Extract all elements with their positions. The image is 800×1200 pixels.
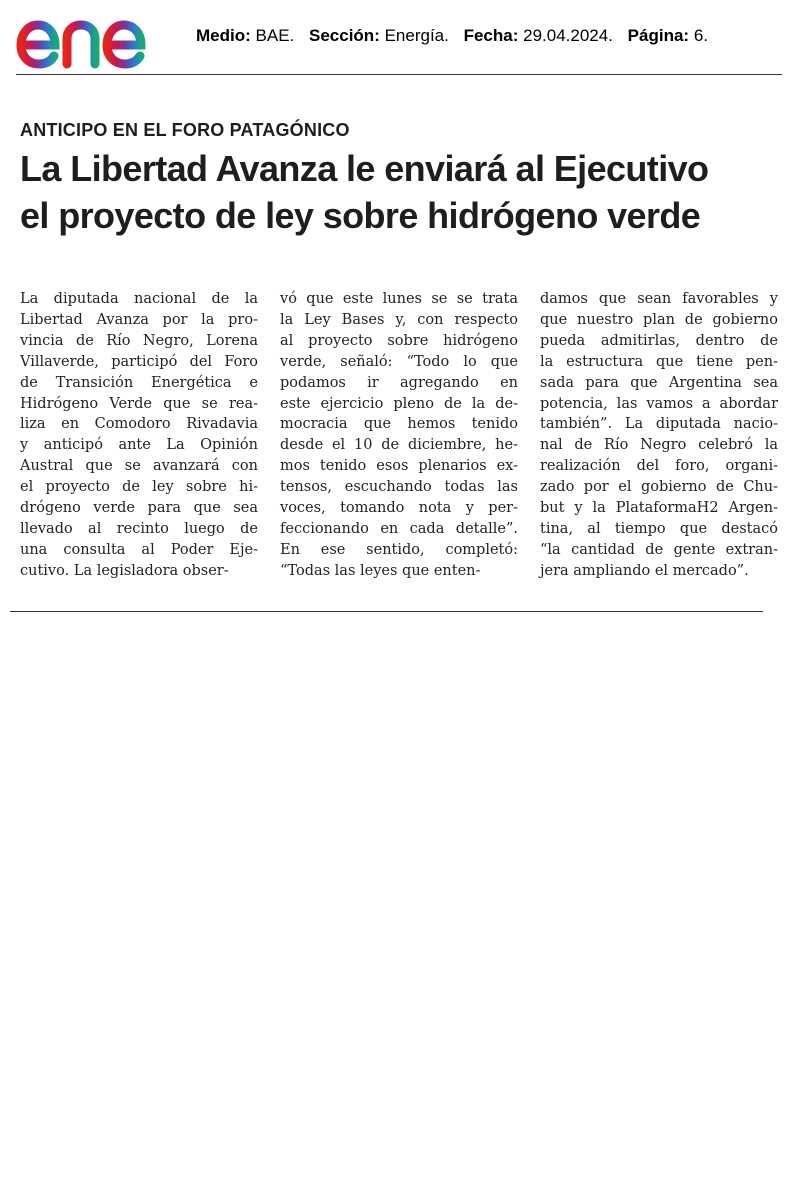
article-line: desde el 10 de diciembre, he- <box>280 437 518 454</box>
article-line: “Todas las leyes que enten- <box>280 562 481 579</box>
article-line: En ese sentido, completó: <box>280 541 518 558</box>
fecha-label: Fecha: <box>463 26 519 45</box>
article-line: y anticipó ante La Opinión <box>20 437 258 454</box>
publication-metadata <box>196 26 708 46</box>
fecha-value: 29.04.2024. <box>523 26 613 45</box>
article-line: podamos ir agregando en <box>280 374 518 391</box>
article-line: mos tenido esos plenarios ex- <box>280 458 518 475</box>
article-line: el proyecto de ley sobre hi- <box>20 479 258 496</box>
article-column-3 <box>540 289 778 582</box>
article-line: voces, tomando nota y per- <box>280 500 518 517</box>
article-line: también”. La diputada nacio- <box>540 416 778 433</box>
article-line: drógeno verde para que sea <box>20 500 258 517</box>
article-line: La diputada nacional de la <box>20 291 258 307</box>
pagina-value: 6. <box>693 26 708 45</box>
article-line: que nuestro plan de gobierno <box>540 311 778 328</box>
article-line: una consulta al Poder Eje- <box>20 541 258 558</box>
article-line: mocracia que hemos tenido <box>280 416 518 433</box>
article-line: nal de Río Negro celebró la <box>540 437 778 454</box>
enel-logo-mark <box>16 8 180 70</box>
article-column-1 <box>20 289 258 582</box>
article-line: la Ley Bases y, con respecto <box>280 311 518 328</box>
pagina-label: Página: <box>627 26 690 45</box>
article-line: liza en Comodoro Rivadavia <box>20 416 258 433</box>
article-line: vó que este lunes se se trata <box>280 291 518 307</box>
article-body <box>20 289 778 582</box>
article-line: Austral que se avanzará con <box>20 458 258 475</box>
article-line: realización del foro, organi- <box>540 458 778 475</box>
article-line: zado por el gobierno de Chu- <box>540 479 778 496</box>
article-line: la estructura que tiene pen- <box>540 353 778 370</box>
article-headline <box>20 145 780 239</box>
article-line: “la cantidad de gente extran- <box>540 541 778 558</box>
article-line: feccionando en cada detalle”. <box>280 520 518 537</box>
article-line: verde, señaló: “Todo lo que <box>280 353 518 370</box>
seccion-label: Sección: <box>309 26 380 45</box>
article-column-2 <box>280 289 518 582</box>
header-divider <box>16 74 782 75</box>
article-line: Hidrógeno Verde que se rea- <box>20 395 258 412</box>
headline-line-1: La Libertad Avanza le enviará al Ejecutivo <box>20 148 709 189</box>
article-line: jera ampliando el mercado”. <box>540 562 749 579</box>
article-line: al proyecto sobre hidrógeno <box>280 332 518 349</box>
article-line: tina, al tiempo que destacó <box>540 520 778 537</box>
headline-line-2: el proyecto de ley sobre hidrógeno verde <box>20 195 701 236</box>
article-line: tensos, escuchando todas las <box>280 479 518 496</box>
article-line: Villaverde, participó del Foro <box>20 353 258 370</box>
medio-label: Medio: <box>196 26 251 45</box>
article-kicker: ANTICIPO EN EL FORO PATAGÓNICO <box>20 120 350 140</box>
article-line: damos que sean favorables y <box>540 291 778 307</box>
article-line: vincia de Río Negro, Lorena <box>20 332 258 349</box>
article-line: este ejercicio pleno de la de- <box>280 395 518 412</box>
article-line: sada para que Argentina sea <box>540 374 778 391</box>
article-line: de Transición Energética e <box>20 374 258 391</box>
article-line: Libertad Avanza por la pro- <box>20 311 258 328</box>
article-line: but y la PlataformaH2 Argen- <box>540 500 778 517</box>
article-line: potencia, las vamos a abordar <box>540 395 778 412</box>
seccion-value: Energía. <box>384 26 449 45</box>
medio-value: BAE. <box>255 26 295 45</box>
article-line: cutivo. La legisladora obser- <box>20 562 229 579</box>
article-line: llevado al recinto luego de <box>20 520 258 537</box>
article-line: pueda admitirlas, dentro de <box>540 332 778 349</box>
enel-logo <box>16 8 180 70</box>
footer-divider <box>10 611 763 612</box>
